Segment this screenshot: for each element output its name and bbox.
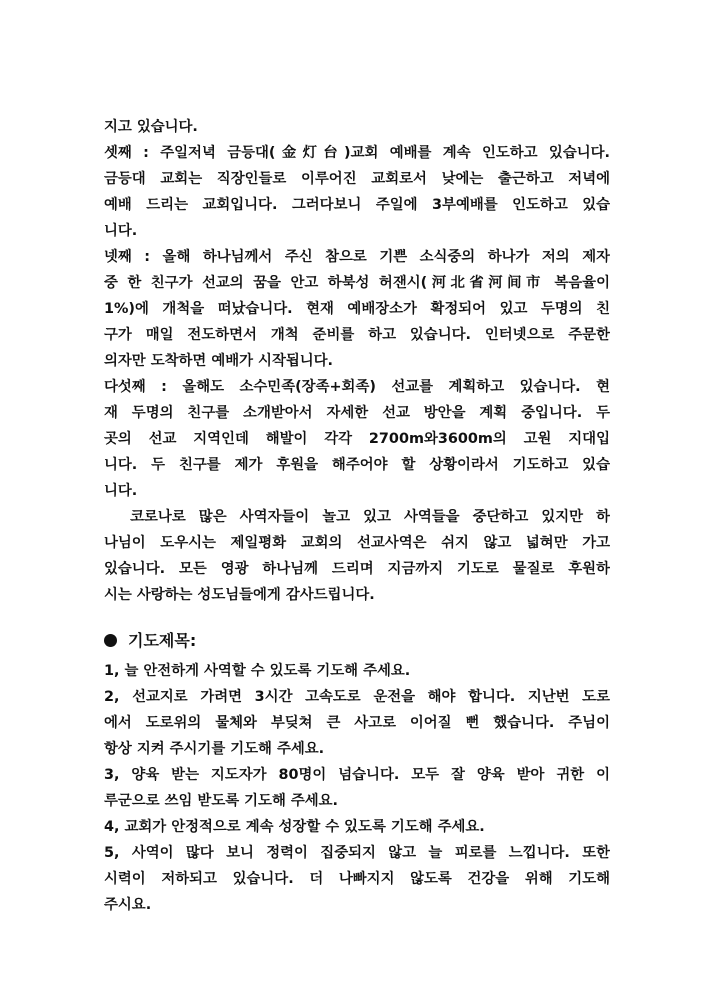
body-line: 재 두명의 친구를 소개받아서 자세한 선교 방안을 계획 중입니다. 두	[104, 405, 610, 421]
body-line: 코로나로 많은 사역자들이 놀고 있고 사역들을 중단하고 있지만 하	[104, 509, 610, 525]
body-line: 예배 드리는 교회입니다. 그러다보니 주일에 3부예배를 인도하고 있습	[104, 197, 610, 213]
body-line: 니다.	[104, 223, 138, 239]
body-line: 1%)에 개척을 떠났습니다. 현재 예배장소가 확정되어 있고 두명의 친	[104, 301, 610, 317]
prayer-heading	[104, 629, 610, 653]
body-line: 지고 있습니다.	[104, 119, 198, 135]
body-line: 니다. 두 친구를 제가 후원을 해주어야 할 상황이라서 기도하고 있습	[104, 457, 610, 473]
body-line: 나님이 도우시는 제일평화 교회의 선교사역은 쉬지 않고 넓혀만 가고	[104, 535, 610, 551]
body-line: 중 한 친구가 선교의 꿈을 안고 하북성 허잰시(河北省河间市 복음율이	[104, 275, 610, 291]
prayer-line: 5, 사역이 많다 보니 정력이 집중되지 않고 늘 피로를 느낍니다. 또한	[104, 845, 610, 861]
prayer-line: 4, 교회가 안정적으로 계속 성장할 수 있도록 기도해 주세요.	[104, 819, 485, 835]
bullet-icon	[104, 634, 117, 647]
body-line: 시는 사랑하는 성도님들에게 감사드립니다.	[104, 587, 375, 603]
prayer-line: 3, 양육 받는 지도자가 80명이 넘습니다. 모두 잘 양육 받아 귀한 이	[104, 767, 610, 783]
prayer-line: 주시요.	[104, 897, 152, 913]
body-line: 니다.	[104, 483, 138, 499]
body-line: 넷째 : 올해 하나님께서 주신 참으로 기쁜 소식중의 하나가 저의 제자	[104, 249, 610, 265]
body-line: 금등대 교회는 직장인들로 이루어진 교회로서 낮에는 출근하고 저녁에	[104, 171, 610, 187]
prayer-line: 에서 도로위의 물체와 부딪쳐 큰 사고로 이어질 뻔 했습니다. 주님이	[104, 715, 610, 731]
prayer-line: 1, 늘 안전하게 사역할 수 있도록 기도해 주세요.	[104, 663, 411, 679]
body-line: 의자만 도착하면 예배가 시작됩니다.	[104, 353, 334, 369]
prayer-line: 시력이 저하되고 있습니다. 더 나빠지지 않도록 건강을 위해 기도해	[104, 871, 610, 887]
body-line: 다섯째 : 올해도 소수민족(장족+회족) 선교를 계획하고 있습니다. 현	[104, 379, 610, 395]
body-line: 구가 매일 전도하면서 개척 준비를 하고 있습니다. 인터넷으로 주문한	[104, 327, 610, 343]
prayer-line: 2, 선교지로 가려면 3시간 고속도로 운전을 해야 합니다. 지난번 도로	[104, 689, 610, 705]
body-line: 셋째 : 주일저녁 금등대(金灯台)교회 예배를 계속 인도하고 있습니다.	[104, 145, 610, 161]
body-line: 곳의 선교 지역인데 해발이 각각 2700m와3600m의 고원 지대입	[104, 431, 610, 447]
body-line: 있습니다. 모든 영광 하나님께 드리며 지금까지 기도로 물질로 후원하	[104, 561, 610, 577]
prayer-line: 루군으로 쓰임 받도록 기도해 주세요.	[104, 793, 339, 809]
prayer-line: 항상 지켜 주시기를 기도해 주세요.	[104, 741, 325, 757]
prayer-heading-text: 기도제목:	[128, 631, 197, 650]
